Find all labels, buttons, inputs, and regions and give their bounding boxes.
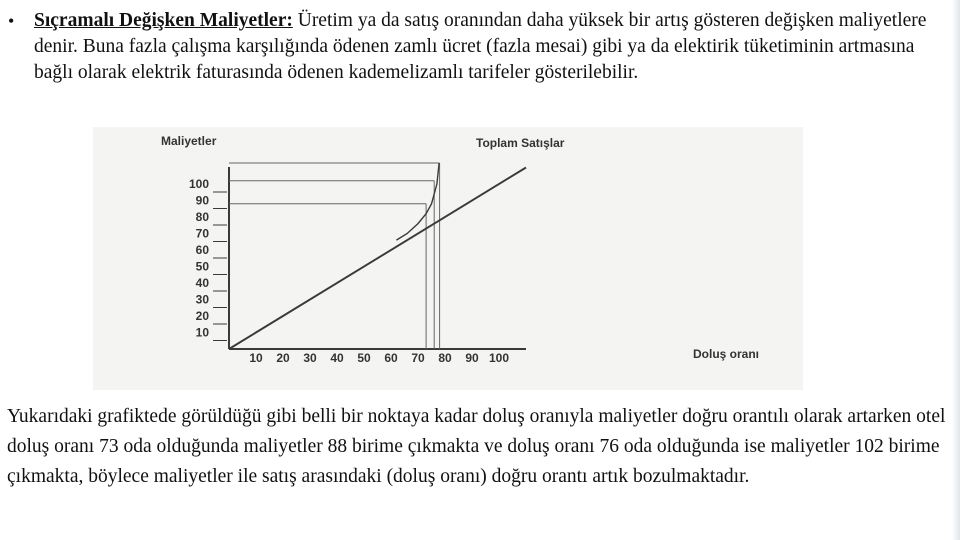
x-tick-label: 80 [438, 351, 452, 365]
tick-labels [189, 177, 509, 365]
x-tick-label: 90 [465, 351, 479, 365]
x-axis-label: Doluş oranı [693, 347, 760, 361]
y-tick-label: 10 [195, 325, 209, 340]
slide-edge-decoration [952, 0, 960, 540]
y-tick-label: 70 [195, 226, 209, 241]
series-label: Toplam Satışlar [476, 136, 565, 150]
bullet-text-body [34, 8, 938, 86]
x-tick-label: 70 [411, 351, 425, 365]
x-tick-label: 30 [303, 351, 317, 365]
y-tick-label: 50 [195, 259, 209, 274]
explanation-paragraph: Yukarıdaki grafiktede görüldüğü gibi belli bir noktaya kadar doluş oranıyla maliyetler doğru orantılı olarak artarken otel doluş oranı 73 oda olduğunda maliyetler 88 birime çıkmakta ve doluş oranı 76 oda olduğunda ise maliyetler 102 birime çıkmakta, böylece maliyetler ile satış arasındaki (doluş oranı) doğru orantı artık bozulmaktadır. [7, 406, 946, 487]
x-tick-label: 60 [384, 351, 398, 365]
total-sales-line [229, 168, 526, 350]
y-tick-label: 60 [195, 243, 209, 257]
y-tick-label: 40 [195, 276, 209, 290]
y-tick-label: 80 [195, 210, 209, 224]
bullet-definition: Üretim ya da satış oranından daha yüksek bir artış gösteren değişken maliyetlere denir. Buna fazla çalışma karşılığında ödenen zamlı ücret (fazla mesai) gibi ya da elektirik tüketiminin artmasına bağlı olarak elektrik faturasında ödenen kademelizamlı tarifeler gösterilebilir. [34, 10, 927, 83]
bullet-marker: • [8, 11, 15, 31]
x-tick-label: 50 [357, 351, 371, 365]
x-tick-label: 10 [249, 351, 263, 365]
x-tick-label: 100 [488, 351, 510, 365]
x-tick-label: 40 [330, 351, 344, 365]
y-tick-label: 30 [195, 292, 209, 307]
cost-chart-svg [93, 127, 803, 390]
stepped-cost-curve [396, 163, 439, 240]
series-layer [229, 136, 565, 349]
cost-chart [93, 127, 803, 390]
bullet-term: Sıçramalı Değişken Maliyetler: [34, 10, 293, 31]
y-tick-label: 100 [188, 177, 209, 191]
x-tick-label: 20 [276, 351, 290, 365]
y-tick-label: 20 [195, 309, 209, 323]
y-tick-label: 90 [195, 193, 209, 208]
reference-lines [229, 163, 440, 349]
y-axis-label: Maliyetler [161, 134, 217, 148]
bullet-paragraph [8, 8, 938, 86]
